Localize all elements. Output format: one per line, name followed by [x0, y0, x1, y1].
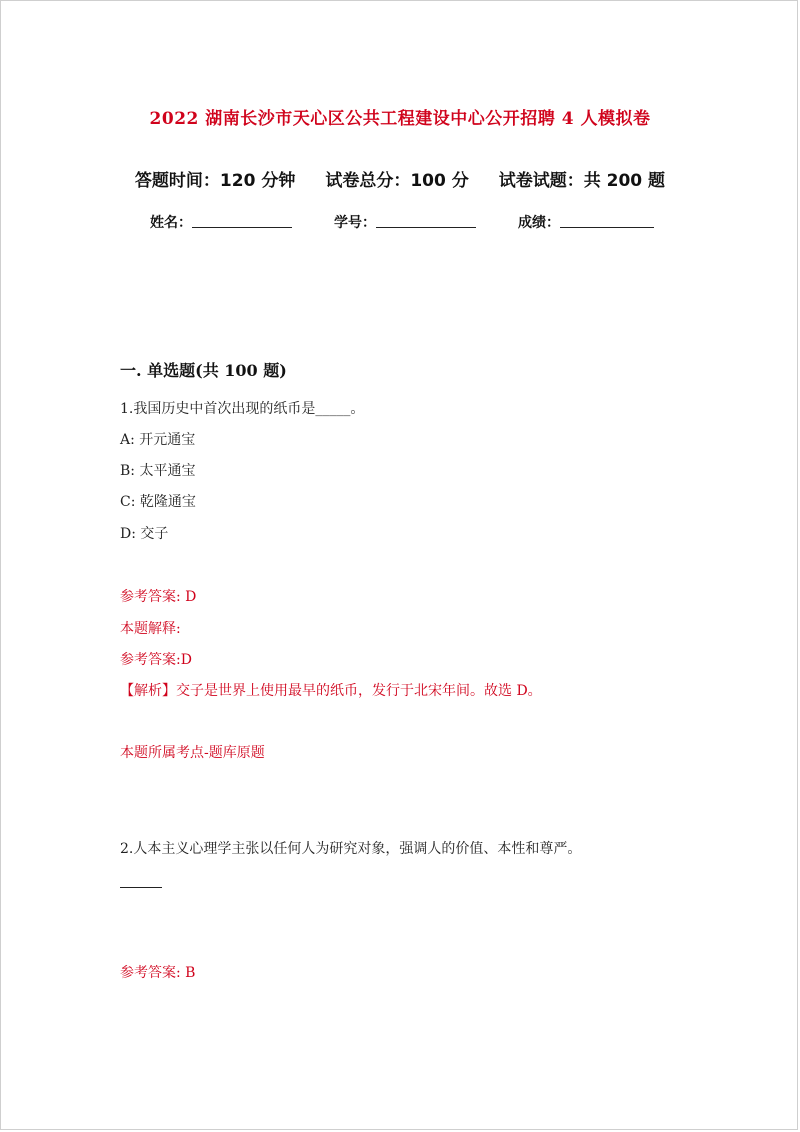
question-2-answer: 参考答案: B — [120, 965, 196, 981]
name-field — [150, 212, 292, 232]
exam-info — [0, 166, 800, 191]
question-1-stem: 1.我国历史中首次出现的纸币是_____。 — [120, 401, 365, 417]
question-1-answer: 参考答案: D — [120, 589, 197, 605]
section-heading: 一. 单选题(共 100 题) — [120, 361, 287, 380]
name-label: 姓名： — [150, 215, 192, 231]
question-1-option-b: B: 太平通宝 — [120, 463, 196, 479]
question-1-explain-label: 本题解释: — [120, 621, 181, 637]
question-2-blank — [120, 887, 162, 888]
question-1-option-a: A: 开元通宝 — [120, 432, 196, 448]
question-1-option-c: C: 乾隆通宝 — [120, 494, 196, 510]
exam-question-count: 试卷试题：共 200 题 — [498, 171, 666, 191]
id-label: 学号： — [334, 215, 376, 231]
exam-total-score: 试卷总分：100 分 — [325, 171, 469, 191]
id-field — [334, 212, 476, 232]
exam-title: 2022 湖南长沙市天心区公共工程建设中心公开招聘 4 人模拟卷 — [149, 109, 651, 129]
question-1-analysis: 【解析】交子是世界上使用最早的纸币，发行于北宋年间。故选 D。 — [120, 683, 542, 699]
score-label: 成绩： — [518, 215, 560, 231]
id-blank[interactable] — [376, 227, 476, 228]
name-blank[interactable] — [192, 227, 292, 228]
score-blank[interactable] — [560, 227, 654, 228]
question-1-source: 本题所属考点-题库原题 — [120, 745, 265, 761]
question-2-stem: 2.人本主义心理学主张以任何人为研究对象，强调人的价值、本性和尊严。 — [120, 841, 582, 857]
student-info — [150, 212, 654, 232]
score-field — [518, 212, 654, 232]
exam-time: 答题时间：120 分钟 — [134, 171, 296, 191]
question-1-answer-repeat: 参考答案:D — [120, 652, 192, 668]
question-1-option-d: D: 交子 — [120, 526, 169, 542]
